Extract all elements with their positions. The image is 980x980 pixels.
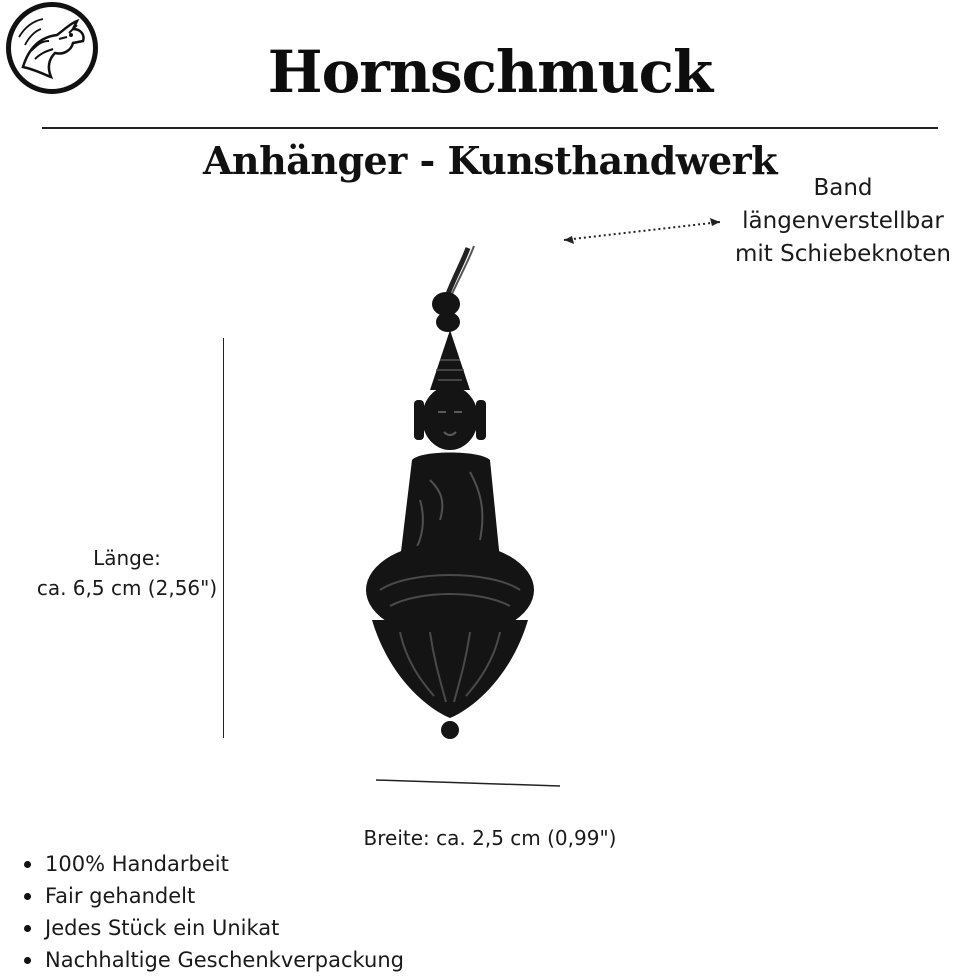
title-divider xyxy=(42,127,938,129)
length-annotation-line: ca. 6,5 cm (2,56") xyxy=(36,576,218,600)
band-annotation-line: mit Schiebeknoten xyxy=(735,241,951,267)
feature-label: Jedes Stück ein Unikat xyxy=(45,916,280,940)
bullet-icon xyxy=(24,957,31,964)
band-arrow-icon xyxy=(550,208,740,248)
band-annotation-line: Band xyxy=(813,175,873,201)
page-subtitle: Anhänger - Kunsthandwerk xyxy=(202,138,778,183)
feature-list xyxy=(18,848,404,976)
bullet-icon xyxy=(24,893,31,900)
band-annotation xyxy=(718,172,968,271)
list-item xyxy=(18,848,404,880)
width-annotation: Breite: ca. 2,5 cm (0,99") xyxy=(363,826,617,850)
list-item xyxy=(18,944,404,976)
length-annotation xyxy=(22,543,232,603)
buddha-pendant-icon xyxy=(350,240,550,750)
band-annotation-line: längenverstellbar xyxy=(742,208,944,234)
feature-label: Fair gehandelt xyxy=(45,884,196,908)
bullet-icon xyxy=(24,925,31,932)
page-title: Hornschmuck xyxy=(267,38,713,106)
list-item xyxy=(18,880,404,912)
length-annotation-line: Länge: xyxy=(93,546,161,570)
width-dimension-line xyxy=(370,772,570,792)
list-item xyxy=(18,912,404,944)
length-dimension-line xyxy=(223,338,224,738)
feature-label: 100% Handarbeit xyxy=(45,852,229,876)
bullet-icon xyxy=(24,861,31,868)
feature-label: Nachhaltige Geschenkverpackung xyxy=(45,948,405,972)
